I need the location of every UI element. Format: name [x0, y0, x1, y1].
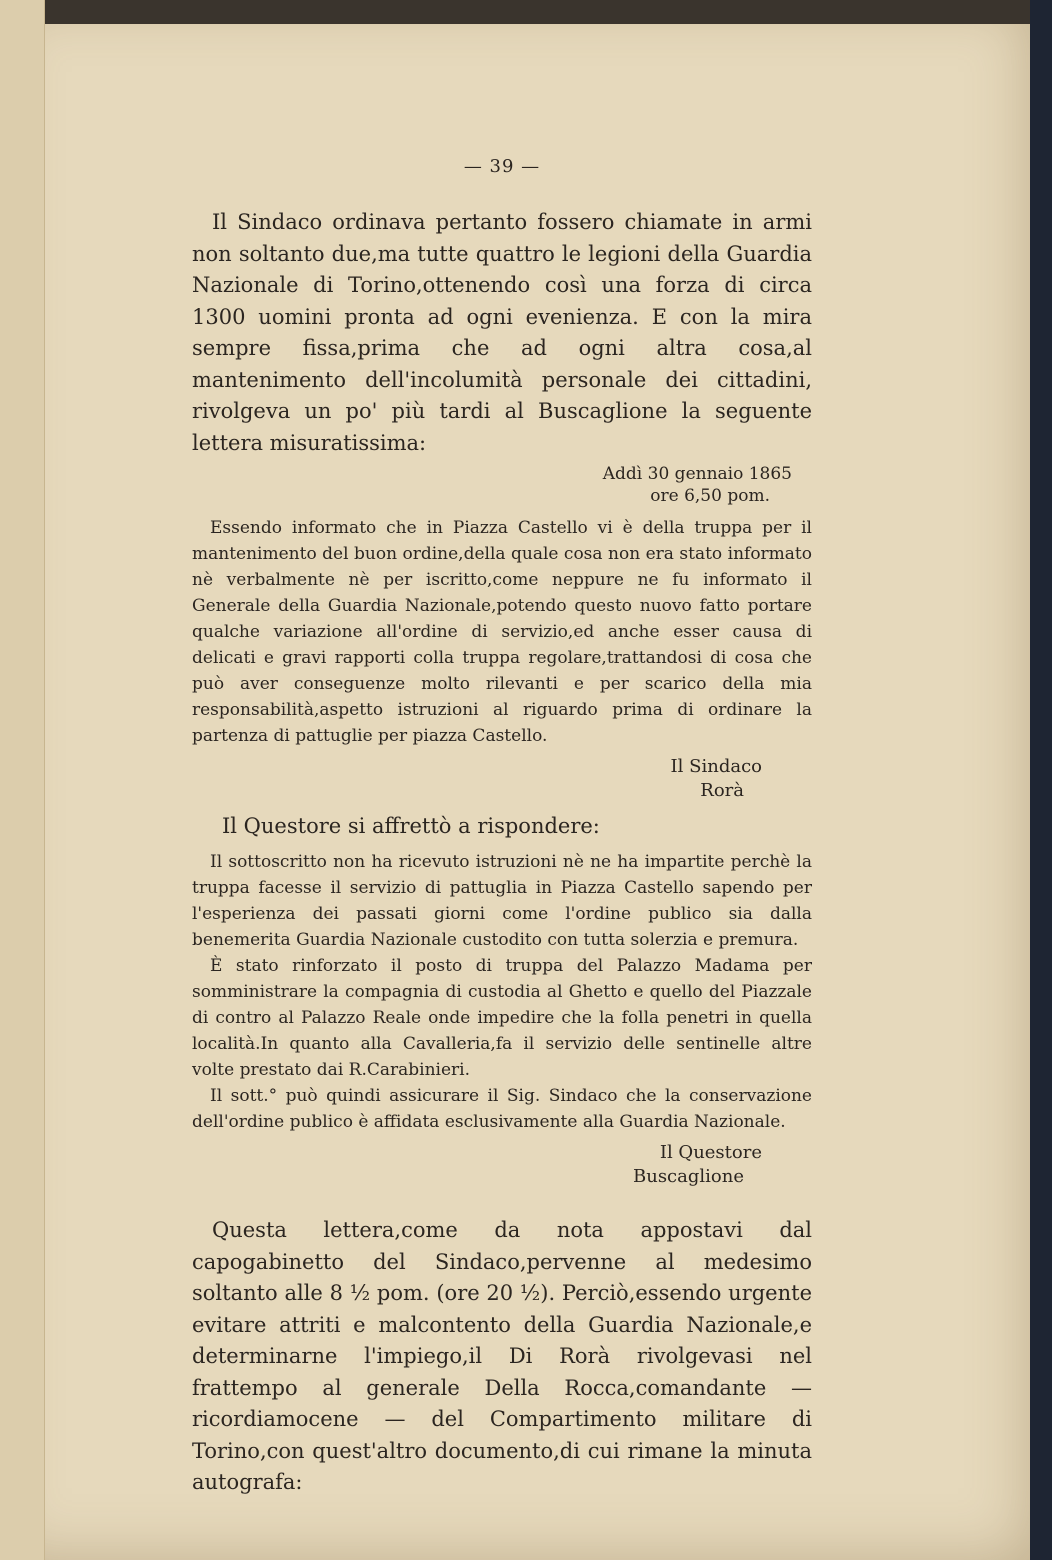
letter-2-body-1: Il sottoscritto non ha ricevuto istruzioni nè ne ha impartite perchè la truppa facesse il servizio di pattuglia in Piazza Castello sapendo per l'esperienza dei passati giorni come l'ordine publico sia dalla benemerita Guardia Nazionale custodito con tutta solerzia e premura. [192, 852, 812, 950]
letter-1-body: Essendo informato che in Piazza Castello vi è della truppa per il mantenimento del buon ordine,della quale cosa non era stato informato nè verbalmente nè per iscritto,come neppure ne fu informato il Generale della Guardia Nazionale,potendo questo nuovo fatto portare qualche variazione all'ordine di servizio,ed anche esser causa di delicati e gravi rapporti colla truppa regolare,trattandosi di cosa che può aver conseguenze molto rilevanti e per scarico della mia responsabilità,aspetto istruzioni al riguardo prima di ordinare la partenza di pattuglie per piazza Castello. [192, 518, 812, 746]
letter-2-signature-title: Il Questore [659, 1142, 762, 1163]
intro-2: Il Questore si affrettò a rispondere: [222, 814, 600, 838]
letter-2-signature [192, 1141, 762, 1189]
paragraph-2: Questa lettera,come da nota appostavi dal capogabinetto del Sindaco,pervenne al medesimo soltanto alle 8 ½ pom. (ore 20 ½). Perciò,essendo urgente evitare attriti e malcontento della Guardia Nazionale,e determinarne l'impiego,il Di Rorà rivolgevasi nel frattempo al generale Della Rocca,comandante — ricordiamocene — del Compartimento militare di Torino,con quest'altro documento,di cui rimane la minuta autografa: [192, 1218, 812, 1494]
page-gutter [0, 0, 45, 1560]
spacer [192, 1197, 812, 1215]
page-number: — 39 — [463, 156, 541, 177]
paragraph-1: Il Sindaco ordinava pertanto fossero chiamate in armi non soltanto due,ma tutte quattro le legioni della Guardia Nazionale di Torino,ottenendo così una forza di circa 1300 uomini pronta ad ogni evenienza. E con la mira sempre fissa,prima che ad ogni altra cosa,al mantenimento dell'incolumità personale dei cittadini, rivolgeva un po' più tardi al Buscaglione la seguente lettera misuratissima: [192, 210, 812, 455]
letter-2-signature-name: Buscaglione [633, 1166, 744, 1187]
page-top-edge [0, 0, 1030, 24]
letter-1-signature [192, 755, 762, 803]
letter-2-body-2: È stato rinforzato il posto di truppa del Palazzo Madama per somministrare la compagnia di custodia al Ghetto e quello del Piazzale di contro al Palazzo Reale onde impedire che la folla penetri in quella località.In quanto alla Cavalleria,fa il servizio delle sentinelle altre volte prestato dai R.Carabinieri. [192, 956, 812, 1080]
letter-1-signature-title: Il Sindaco [670, 756, 762, 777]
letter-1-time: ore 6,50 pom. [650, 486, 770, 506]
book-spine-edge [1030, 0, 1052, 1560]
letter-1-date: Addì 30 gennaio 1865 [602, 464, 792, 484]
letter-2-body-3: Il sott.° può quindi assicurare il Sig. Sindaco che la conservazione dell'ordine publico è affidata esclusivamente alla Guardia Nazionale. [192, 1086, 812, 1132]
letter-1-signature-name: Rorà [700, 780, 744, 801]
letter-1-dateline [192, 463, 792, 507]
page-text [192, 150, 812, 1499]
